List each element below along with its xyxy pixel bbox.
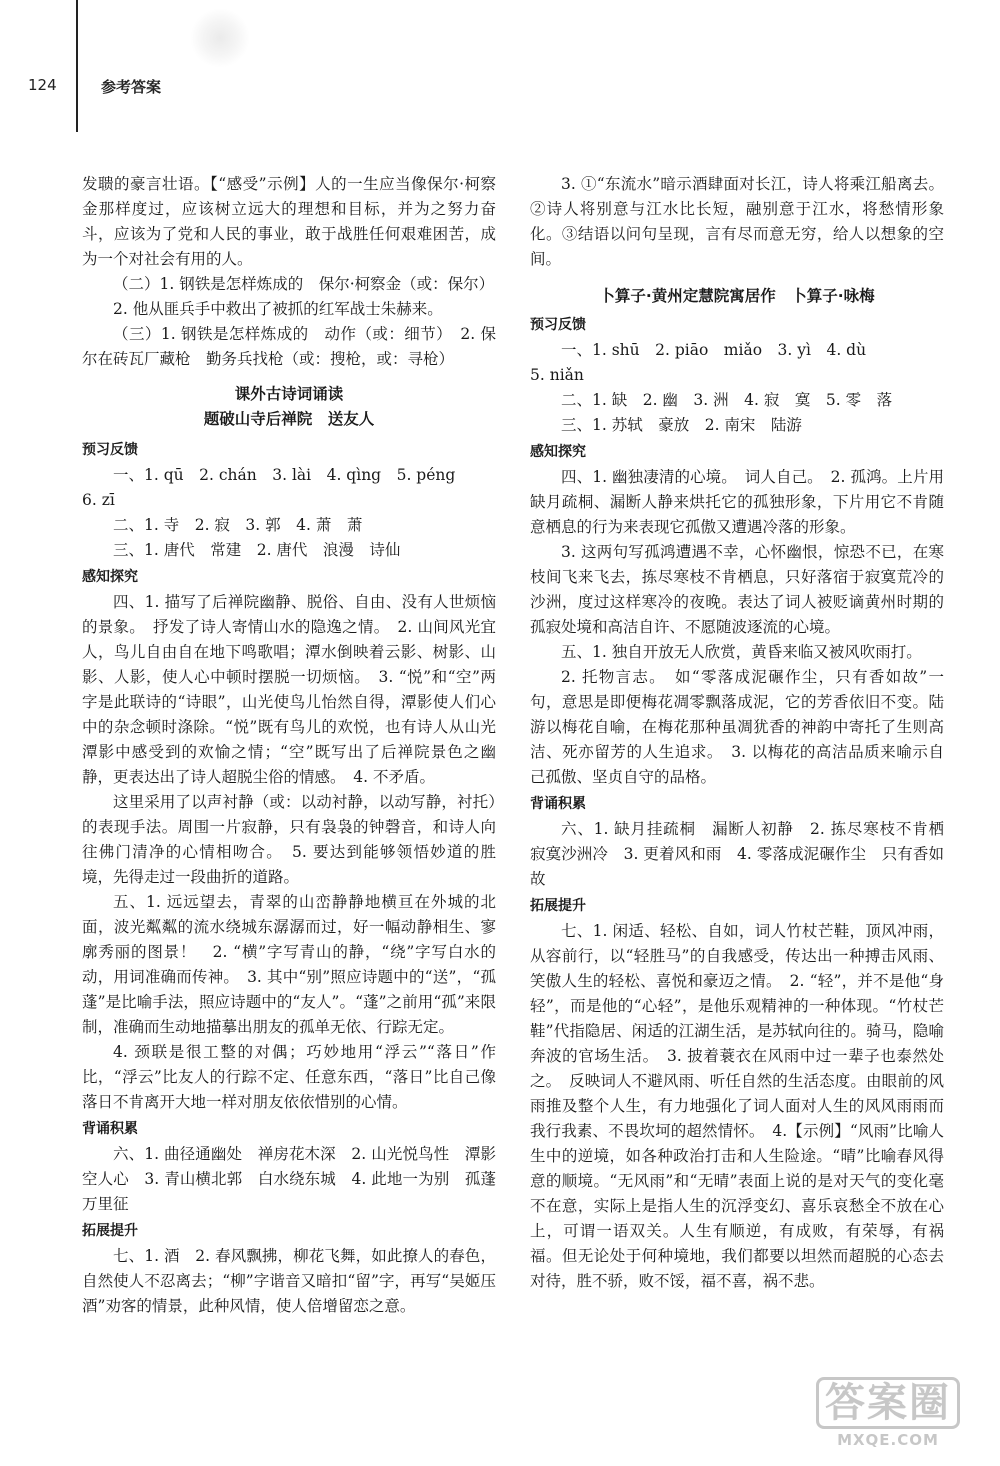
paragraph: 四、1. 描写了后禅院幽静、脱俗、自由、没有人世烦恼的景象。 抒发了诗人寄情山水的隐逸之情。 2. 山间风光宜人，鸟儿自由自在地下鸣歌唱；潭水倒映着云影、树影、山影、人影，使人心中顿时摆脱一切烦恼。 3. “悦”和“空”两字是此联诗的“诗眼”，山光使鸟儿怡然自得，潭影使人们心中的杂念顿时涤除。“悦”既有鸟儿的欢悦，也有诗人从山光潭影中感受到的欢愉之情；“空”既写出了后禅院景色之幽静，更表达出了诗人超脱尘俗的情感。 4. 不矛盾。 xyxy=(82,593,496,786)
paragraph: 这里采用了以声衬静（或：以动衬静，以动写静，衬托）的表现手法。周围一片寂静，只有袅袅的钟磬音，和诗人向往佛门清净的心情相吻合。 5. 要达到能够领悟妙道的胜境，先得走过一段曲折的道路。 xyxy=(82,793,496,886)
label-beisong: 背诵积累 xyxy=(82,1121,138,1137)
label-tuozhan: 拓展提升 xyxy=(530,898,586,914)
paragraph: 二、1. 寺 2. 寂 3. 郭 4. 萧 萧 xyxy=(113,516,363,534)
paragraph: 五、1. 独自开放无人欣赏，黄昏来临又被风吹雨打。 xyxy=(561,643,922,661)
paragraph: （三）1. 钢铁是怎样炼成的 动作（或：细节） 2. 保尔在砖瓦厂藏枪 勤务兵找枪（或：搜枪，或：寻枪） xyxy=(82,325,496,368)
paragraph: 发聩的豪言壮语。【“感受”示例】人的一生应当像保尔·柯察金那样度过，应该树立远大的理想和目标，并为之努力奋斗，应该为了党和人民的事业，敢于战胜任何艰难困苦，成为一个对社会有用的人。 xyxy=(82,175,496,268)
paragraph: 二、1. 缺 2. 幽 3. 洲 4. 寂 寞 5. 零 落 xyxy=(561,391,893,409)
paragraph: 3. ①“东流水”暗示酒肆面对长江，诗人将乘江船离去。②诗人将别意与江水比长短，融别意于江水，将愁情形象化。③结语以问句呈现，言有尽而意无穷，给人以想象的空间。 xyxy=(530,175,944,268)
header-divider-line xyxy=(76,0,78,132)
paragraph: 5. niǎn xyxy=(530,366,584,384)
watermark-logo xyxy=(798,1376,978,1450)
watermark-url: MXQE.COM xyxy=(837,1431,939,1449)
header-decoration xyxy=(190,8,250,68)
paragraph: 七、1. 酒 2. 春风飘拂，柳花飞舞，如此撩人的春色，自然使人不忍离去；“柳”字谐音又暗扣“留”字，再写“吴姬压酒”劝客的情景，此种风情，使人倍增留恋之意。 xyxy=(82,1247,496,1315)
right-column xyxy=(530,172,960,1294)
paragraph: 四、1. 幽独凄清的心境。 词人自己。 2. 孤鸿。上片用缺月疏桐、漏断人静来烘托它的孤独形象，下片用它不肯随意栖息的行为来表现它孤傲又遭遇冷落的形象。 xyxy=(530,468,944,536)
paragraph: 4. 颈联是很工整的对偶；巧妙地用“浮云”“落日”作比，“浮云”比友人的行踪不定、任意东西，“落日”比自己像落日不肯离开大地一样对朋友依依惜别的心情。 xyxy=(82,1043,496,1111)
paragraph: 2. 他从匪兵手中救出了被抓的红军战士朱赫来。 xyxy=(113,300,443,318)
left-column xyxy=(82,172,496,1319)
section-title: 卜算子·黄州定慧院寓居作 卜算子·咏梅 xyxy=(599,287,875,305)
paragraph: 一、1. shū 2. piāo miǎo 3. yì 4. dù xyxy=(561,341,867,359)
paragraph: 五、1. 远远望去，青翠的山峦静静地横亘在外城的北面，波光粼粼的流水绕城东潺潺而过，好一幅动静相生、寥廓秀丽的图景！ 2. “横”字写青山的静，“绕”字写白水的动，用词准确而传神。 3. 其中“别”照应诗题中的“送”，“孤蓬”是比喻手法，照应诗题中的“友人”。“蓬”之前用“孤”来限制，准确而生动地描摹出朋友的孤单无依、行踪无定。 xyxy=(82,893,496,1036)
label-ganzhi: 感知探究 xyxy=(82,569,138,585)
paragraph: 六、1. 曲径通幽处 禅房花木深 2. 山光悦鸟性 潭影空人心 3. 青山横北郭 白水绕东城 4. 此地一为别 孤蓬万里征 xyxy=(82,1145,496,1213)
paragraph: 三、1. 苏轼 豪放 2. 南宋 陆游 xyxy=(561,416,802,434)
paragraph: 六、1. 缺月挂疏桐 漏断人初静 2. 拣尽寒枝不肯栖 寂寞沙洲冷 3. 更着风和雨 4. 零落成泥碾作尘 只有香如故 xyxy=(530,820,960,888)
paragraph: 6. zī xyxy=(82,491,115,509)
page-number: 124 xyxy=(28,76,57,94)
label-tuozhan: 拓展提升 xyxy=(82,1223,138,1239)
watermark-text: 答案圈 xyxy=(816,1377,960,1429)
label-ganzhi: 感知探究 xyxy=(530,444,586,460)
label-beisong: 背诵积累 xyxy=(530,796,586,812)
paragraph: 三、1. 唐代 常建 2. 唐代 浪漫 诗仙 xyxy=(113,541,401,559)
paragraph: 七、1. 闲适、轻松、自如，词人竹杖芒鞋，顶风冲雨，从容前行，以“轻胜马”的自我感受，传达出一种搏击风雨、笑傲人生的轻松、喜悦和豪迈之情。 2. “轻”，并不是他“身轻”，而是他的“心轻”，是他乐观精神的一种体现。“竹杖芒鞋”代指隐居、闲适的江湖生活，是苏轼向往的。骑马，隐喻奔波的官场生活。 3. 披着蓑衣在风雨中过一辈子也泰然处之。 反映词人不避风雨、听任自然的生活态度。由眼前的风雨推及整个人生，有力地强化了词人面对人生的风风雨雨而我行我素、不畏坎坷的超然情怀。 4.【示例】“风雨”比喻人生中的逆境，如各种政治打击和人生险途。“晴”比喻春风得意的顺境。“无风雨”和“无晴”表面上说的是对天气的变化毫不在意，实际上是指人生的沉浮变幻、喜乐哀愁全不放在心上，可谓一语双关。人生有顺逆，有成败，有荣辱，有祸福。但无论处于何种境地，我们都要以坦然而超脱的心态去对待，胜不骄，败不馁，福不喜，祸不悲。 xyxy=(530,922,944,1290)
paragraph: 3. 这两句写孤鸿遭遇不幸，心怀幽恨，惊恐不已，在寒枝间飞来飞去，拣尽寒枝不肯栖息，只好落宿于寂寞荒冷的沙洲，度过这样寒冷的夜晚。表达了词人被贬谪黄州时期的孤寂处境和高洁自许、不愿随波逐流的心境。 xyxy=(530,543,944,636)
paragraph: 2. 托物言志。 如“零落成泥碾作尘，只有香如故”一句，意思是即便梅花凋零飘落成泥，它的芳香依旧不变。陆游以梅花自喻，在梅花那种虽凋犹香的神韵中寄托了生则高洁、死亦留芳的人生追求。 3. 以梅花的高洁品质来喻示自己孤傲、坚贞自守的品格。 xyxy=(530,668,944,786)
label-yuxi: 预习反馈 xyxy=(530,317,586,333)
section-title: 课外古诗词诵读 xyxy=(234,385,344,403)
paragraph: （二）1. 钢铁是怎样炼成的 保尔·柯察金（或：保尔） xyxy=(113,275,495,293)
paragraph: 一、1. qū 2. chán 3. lài 4. qìng 5. péng xyxy=(113,466,456,484)
label-yuxi: 预习反馈 xyxy=(82,442,138,458)
header-title: 参考答案 xyxy=(101,78,162,96)
section-subtitle: 题破山寺后禅院 送友人 xyxy=(203,410,375,428)
